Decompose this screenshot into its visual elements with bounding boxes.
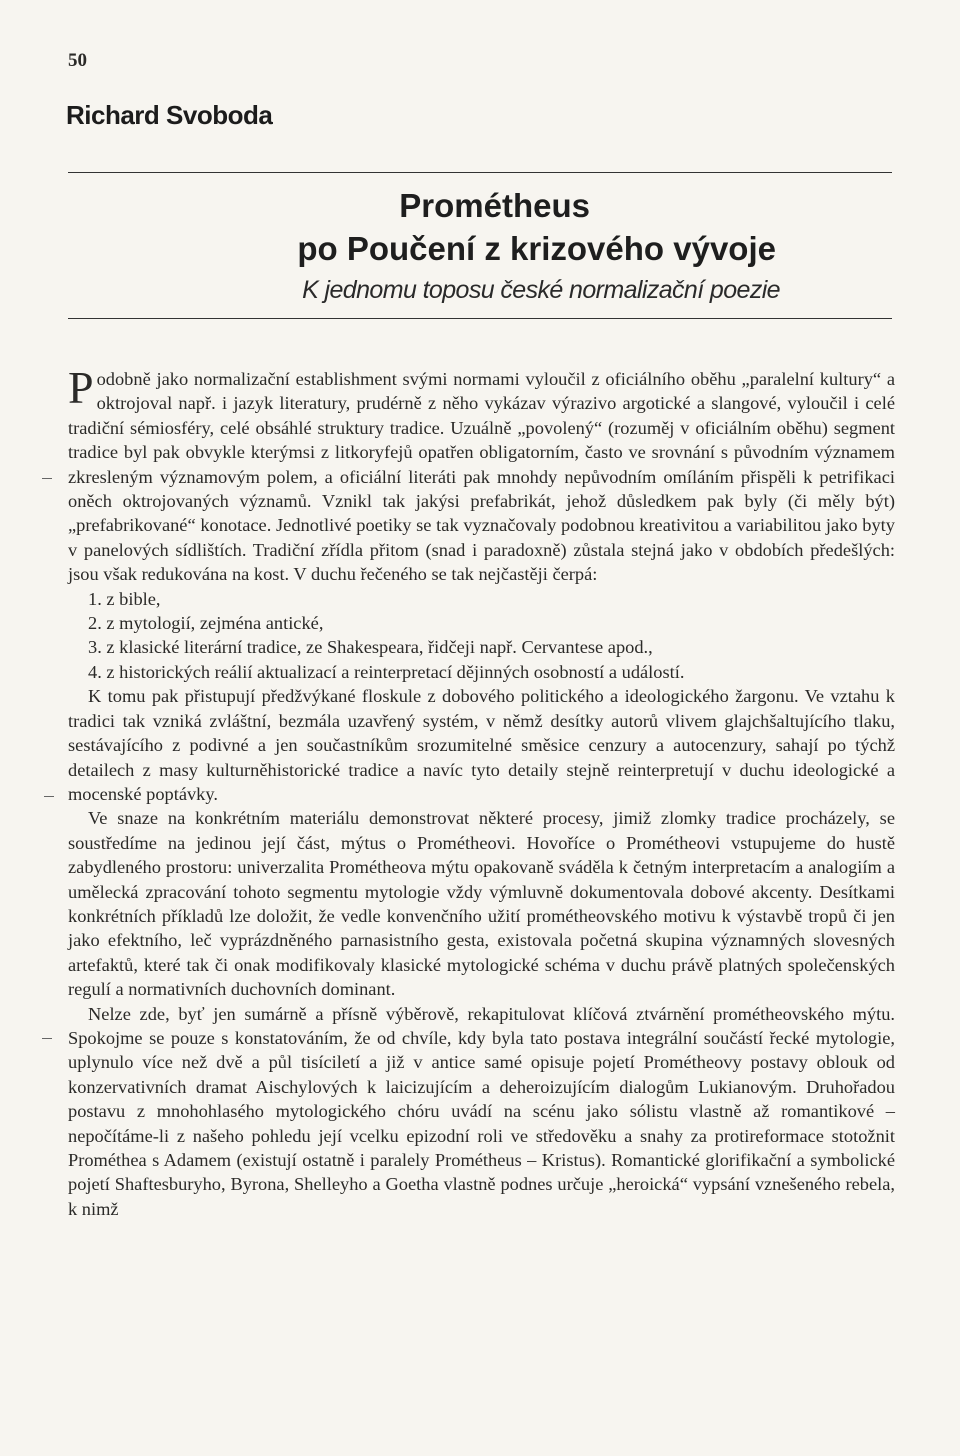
title-rule-top <box>68 172 892 173</box>
page-number: 50 <box>68 50 87 71</box>
dropcap: P <box>68 362 94 413</box>
list-item: 4. z historických reálií aktualizací a reinterpretací dějinných osobností a událostí. <box>88 661 685 682</box>
list-item: 1. z bible, <box>88 588 161 609</box>
paragraph-4: Nelze zde, byť jen sumárně a přísně výběrově, rekapitulovat klíčová ztvárnění prométheovského mýtu. Spokojme se pouze s konstatováním, že od chvíle, kdy byla tato postava integrální součástí řecké mytologie, uplynulo více než dvě a půl tisíciletí a již v antice samé opisuje pojetí Prométheovy postavy oblouk od konzervativních dramat Aischylových k laicizujícím a deheroizujícím dialogům Lukianovým. Druhořadou postavu z mnohohlasého mytologického chóru uvádí na scénu jako sólistu vlastně až romantikové – nepočítáme-li z našeho pohledu její vcelku epizodní roli ve středověku a snahy za protireformace stotožnit Prométhea s Adamem (existují ostatně i paralely Prométheus – Kristus). Romantické glorifikační a symbolické pojetí Shaftesburyho, Byrona, Shelleyho a Goetha vlastně podnes určuje „heroická“ vypsání vznešeného rebela, k nimž <box>68 1003 895 1219</box>
article-subtitle: K jednomu toposu české normalizační poezie <box>302 276 780 304</box>
article-title-line2: po Poučení z krizového vývoje <box>297 230 776 267</box>
list-item: 2. z mytologií, zejména antické, <box>88 613 324 634</box>
paragraph-2: K tomu pak přistupují předžvýkané floskule z dobového politického a ideologického žargonu. Ve vztahu k tradici tak vzniká zvláštní, bezmála uzavřený systém, v němž desítky autorů vlivem glajchšaltujícího tlaku, sestávajícího z podivné a jen součastníkům srozumitelné směsice cenzury a autocenzury, sahají po týchž detailech z masy kulturněhistorické tradice a navíc tyto detaily stejně reinterpretují v duchu ideologické a mocenské poptávky. <box>68 686 895 804</box>
paragraph-1-text: odobně jako normalizační establishment svými normami vyloučil z oficiálního oběhu „paralelní kultury“ a oktrojoval např. i jazyk literatury, prudérně z něho vykázav výrazivo argotické a slangové, vyloučil i celé tradiční sémiosféry, celé obsáhlé struktury tradice. Uzuálně „povolený“ (rozuměj v oficiálním oběhu) segment tradice byl pak obvykle kterýmsi z litkoryfejů opatřen obligatorním, často ve srovnání s původním významem zkresleným významovým polem, a oficiální literáti pak mnohdy nepůvodním omíláním přispěli k petrifikaci oněch oktrojovaných významů. Vznikl tak jakýsi prefabrikát, jehož důsledkem pak byly (či měly být) „prefabrikované“ konotace. Jednotlivé poetiky se tak vyznačovaly podobnou kreativitou a variabilitou jako byty v panelových sídlištích. Tradiční zřídla přitom (snad i paradoxně) zůstala stejná jako v obdobích předešlých: jsou však redukována na kost. V duchu řečeného se tak nejčastěji čerpá: <box>68 369 895 585</box>
paragraph-3: Ve snaze na konkrétním materiálu demonstrovat některé procesy, jimiž zlomky tradice procházely, se soustředíme na jedinou její část, mýtus o Prométheovi. Hovoříce o Prométheovi vstupujeme do hustě zabydleného prostoru: univerzalita Prométheova mýtu opakovaně sváděla k četným interpretacím a analogiím a umělecká zpracování tohoto segmentu mytologie vždy výmluvně dokumentovala dobové akcenty. Desítkami konkrétních příkladů lze doložit, že vedle konvenčního užití prométheovského motivu k výstavbě tropů či jen jako efektního, leč vyprázdněného parnasistního gesta, existovala početná skupina významných slovesných artefaktů, které tak či onak modifikovaly klasické mytologické schéma v duchu právě platných společenských regulí a normativních duchovních dominant. <box>68 808 895 1000</box>
title-block <box>68 186 892 306</box>
article-body <box>68 362 895 1221</box>
author-name: Richard Svoboda <box>66 100 273 130</box>
margin-mark <box>42 478 52 479</box>
list-item: 3. z klasické literární tradice, ze Shakespeara, řidčeji např. Cervantese apod., <box>88 637 653 658</box>
article-title-line1: Prométheus <box>399 187 590 224</box>
title-rule-bottom <box>68 318 892 319</box>
margin-mark <box>44 796 54 797</box>
paragraph-1 <box>68 362 895 587</box>
margin-mark <box>42 1038 52 1039</box>
